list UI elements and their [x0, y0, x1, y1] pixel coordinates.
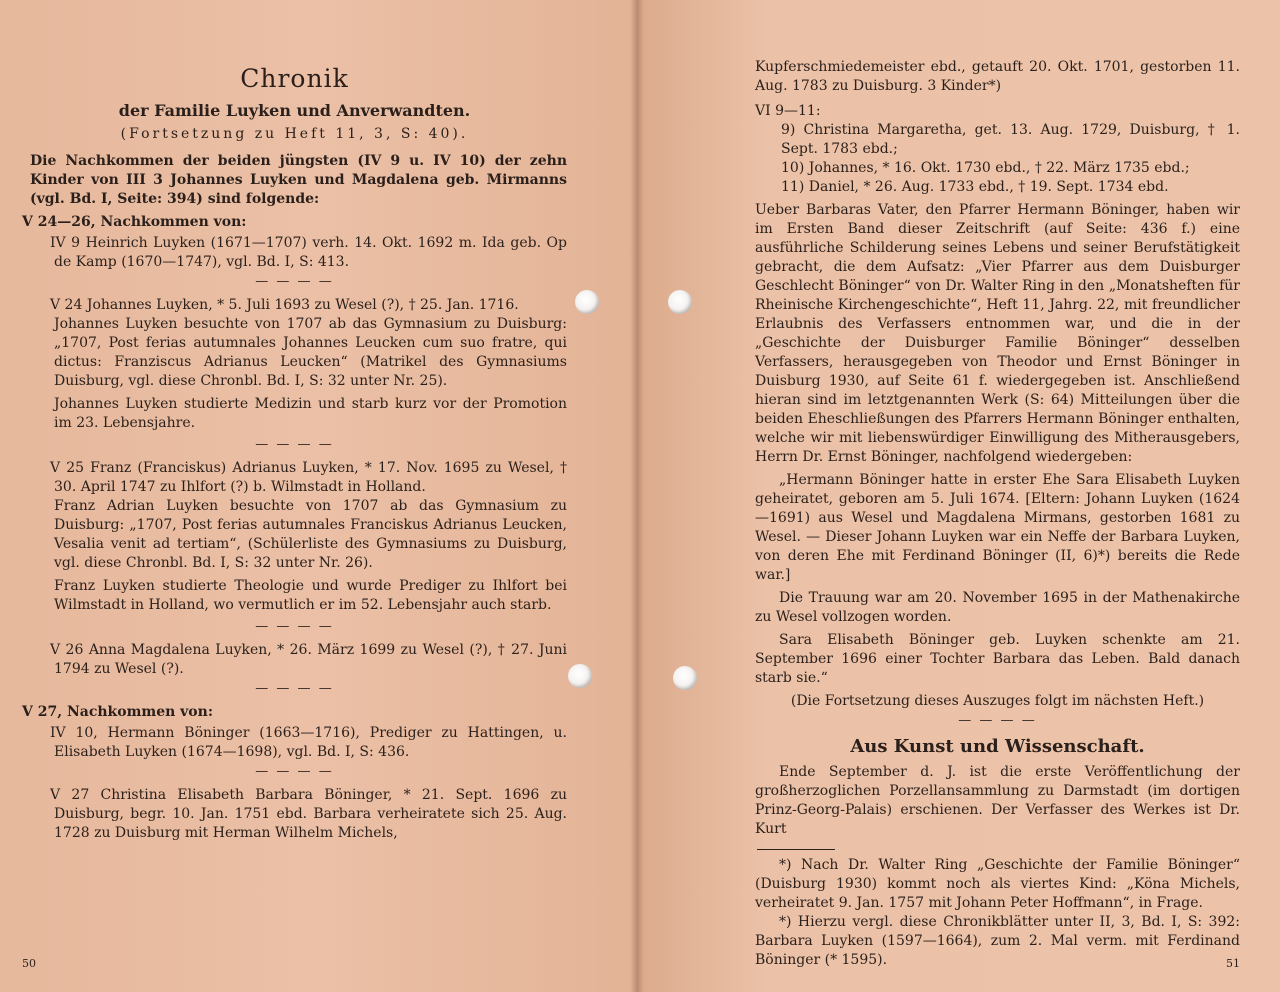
- intro-paragraph: Die Nachkommen der beiden jüngsten (IV 9 u. IV 10) der zehn Kinder von III 3 Johannes Luyken und Magdalena geb. Mirmanns (vgl. Bd. I, Seite: 394) sind folgende:: [30, 153, 567, 207]
- divider: — — — —: [958, 713, 1037, 728]
- section-heading: V 27, Nachkommen von:: [22, 704, 213, 720]
- continuation-note: (Fortsetzung zu Heft 11, 3, S: 40).: [120, 126, 469, 142]
- footnote: *) Hierzu vergl. diese Chronikblätter unter II, 3, Bd. I, S: 392: Barbara Luyken (1597—1664), zum 2. Mal verm. mit Ferdinand Böninger (* 1595).: [755, 914, 1240, 968]
- quote-paragraph: „Hermann Böninger hatte in erster Ehe Sara Elisabeth Luyken geheiratet, geboren am 5. Juli 1674. [Eltern: Johann Luyken (1624—1691) aus Wesel und Magdalena Mirmans, gestorben 1681 zu Wesel. — Dieser Johann Luyken war ein Neffe der Barbara Luyken, von deren Ehe mit Ferdinand Böninger (II, 6)*) bereits die Rede war.]: [755, 472, 1240, 583]
- entry-heading: V 27 Christina Elisabeth Barbara Böninger, * 21. Sept. 1696 zu Duisburg, begr. 10. Jan. 1751 ebd. Barbara verheiratete sich 25. Aug. 1728 zu Duisburg mit Herman Wilhelm Michels,: [50, 787, 567, 841]
- punch-hole: [673, 666, 697, 690]
- entry-paragraph: Johannes Luyken studierte Medizin und starb kurz vor der Promotion im 23. Lebensjahre.: [54, 396, 567, 431]
- entry-paragraph: Franz Luyken studierte Theologie und wurde Prediger zu Ihlfort bei Wilmstadt in Holland, wo vermutlich er im 52. Lebensjahr auch starb.: [54, 578, 567, 613]
- body-paragraph: Ueber Barbaras Vater, den Pfarrer Hermann Böninger, haben wir im Ersten Band dieser Zeitschrift (auf Seite: 436 f.) eine ausführliche Schilderung seines Lebens und seiner Berufstätigkeit gebracht, die dem Aufsatz: „Vier Pfarrer aus dem Duisburger Geschlecht Böninger“ von Dr. Walter Ring in den „Monatsheften für Rheinische Kirchengeschichte“, Heft 11, Jahrg. 22, mit freundlicher Erlaubnis des Verfassers entnommen war, und die in der „Geschichte der Duisburger Familie Böninger“ desselben Verfassers, herausgegeben von Theodor und Ernst Böninger in Duisburg 1930, auf Seite 61 f. wiedergegeben ist. Anschließend hieran sind im letztgenannten Werk (S: 64) Mitteilungen über die beiden Eheschließungen des Pfarrers Hermann Böninger enthalten, welche wir mit liebenswürdiger Einwilligung des Mitherausgebers, Herrn Dr. Ernst Böninger, nachfolgend wiedergeben:: [755, 202, 1240, 465]
- section-title: Aus Kunst und Wissenschaft.: [850, 736, 1145, 757]
- section-heading: V 24—26, Nachkommen von:: [22, 214, 247, 230]
- footnote: *) Nach Dr. Walter Ring „Geschichte der Familie Böninger“ (Duisburg 1930) kommt noch als viertes Kind: „Köna Michels, verheiratet 9. Jan. 1757 mit Johann Peter Hoffmann“, in Frage.: [755, 857, 1240, 911]
- child-entry: 9) Christina Margaretha, get. 13. Aug. 1729, Duisburg, † 1. Sept. 1783 ebd.;: [781, 122, 1240, 157]
- right-page: [637, 0, 1280, 992]
- divider: — — — —: [255, 764, 334, 779]
- footnote-rule: [757, 849, 835, 850]
- book-gutter: [630, 0, 644, 992]
- entry-heading: V 25 Franz (Franciskus) Adrianus Luyken, * 17. Nov. 1695 zu Wesel, † 30. April 1747 zu Ihlfort (?) b. Wilmstadt in Holland.: [50, 460, 567, 495]
- page-subtitle: der Familie Luyken und Anverwandten.: [118, 101, 471, 120]
- child-entry: 11) Daniel, * 26. Aug. 1733 ebd., † 19. Sept. 1734 ebd.: [781, 179, 1169, 195]
- page-number: 50: [22, 957, 36, 970]
- left-page: [0, 0, 637, 992]
- entry-paragraph: Franz Adrian Luyken besuchte von 1707 ab das Gymnasium zu Duisburg: „1707, Post ferias autumnales Franciskus Adrianus Leucken, Vesalia venit ad tertiam“, (Schülerliste des Gymnasiums zu Duisburg, vgl. diese Chronbl. Bd. I, S: 32 unter Nr. 26).: [54, 498, 567, 571]
- divider: — — — —: [255, 681, 334, 696]
- punch-hole: [668, 290, 692, 314]
- punch-hole: [568, 664, 592, 688]
- entry-paragraph: Johannes Luyken besuchte von 1707 ab das Gymnasium zu Duisburg: „1707, Post ferias autumnales Johannes Leucken cum suo fratre, qui dictus: Franziscus Adrianus Leucken“ (Matrikel des Gymnasiums Duisburg, vgl. diese Chronbl. Bd. I, S: 32 unter Nr. 25).: [54, 316, 567, 389]
- body-paragraph: Sara Elisabeth Böninger geb. Luyken schenkte am 21. September 1696 einer Tochter Barbara das Leben. Bald danach starb sie.“: [755, 632, 1240, 686]
- punch-hole: [575, 290, 599, 314]
- page-title: Chronik: [240, 64, 349, 93]
- continuation-note: (Die Fortsetzung dieses Auszuges folgt im nächsten Heft.): [790, 693, 1205, 709]
- generation-heading: VI 9—11:: [755, 103, 821, 119]
- continued-line: Kupferschmiedemeister ebd., getauft 20. Okt. 1701, gestorben 11. Aug. 1783 zu Duisburg. 3 Kinder*): [755, 59, 1240, 94]
- body-paragraph: Die Trauung war am 20. November 1695 in der Mathenakirche zu Wesel vollzogen worden.: [755, 590, 1240, 625]
- divider: — — — —: [255, 274, 334, 289]
- child-entry: 10) Johannes, * 16. Okt. 1730 ebd., † 22. März 1735 ebd.;: [781, 160, 1190, 176]
- divider: — — — —: [255, 437, 334, 452]
- parent-entry: IV 10, Hermann Böninger (1663—1716), Prediger zu Hattingen, u. Elisabeth Luyken (1674—1698), vgl. Bd. I, S: 436.: [50, 725, 567, 760]
- page-number: 51: [1226, 957, 1240, 970]
- divider: — — — —: [255, 619, 334, 634]
- body-paragraph: Ende September d. J. ist die erste Veröffentlichung der großherzoglichen Porzellansammlung zu Darmstadt (im dortigen Prinz-Georg-Palais) erschienen. Der Verfasser des Werkes ist Dr. Kurt: [755, 764, 1240, 837]
- parent-entry: IV 9 Heinrich Luyken (1671—1707) verh. 14. Okt. 1692 m. Ida geb. Op de Kamp (1670—1747), vgl. Bd. I, S: 413.: [50, 235, 567, 270]
- entry-heading: V 24 Johannes Luyken, * 5. Juli 1693 zu Wesel (?), † 25. Jan. 1716.: [50, 297, 519, 313]
- entry-heading: V 26 Anna Magdalena Luyken, * 26. März 1699 zu Wesel (?), † 27. Juni 1794 zu Wesel (?).: [50, 642, 567, 677]
